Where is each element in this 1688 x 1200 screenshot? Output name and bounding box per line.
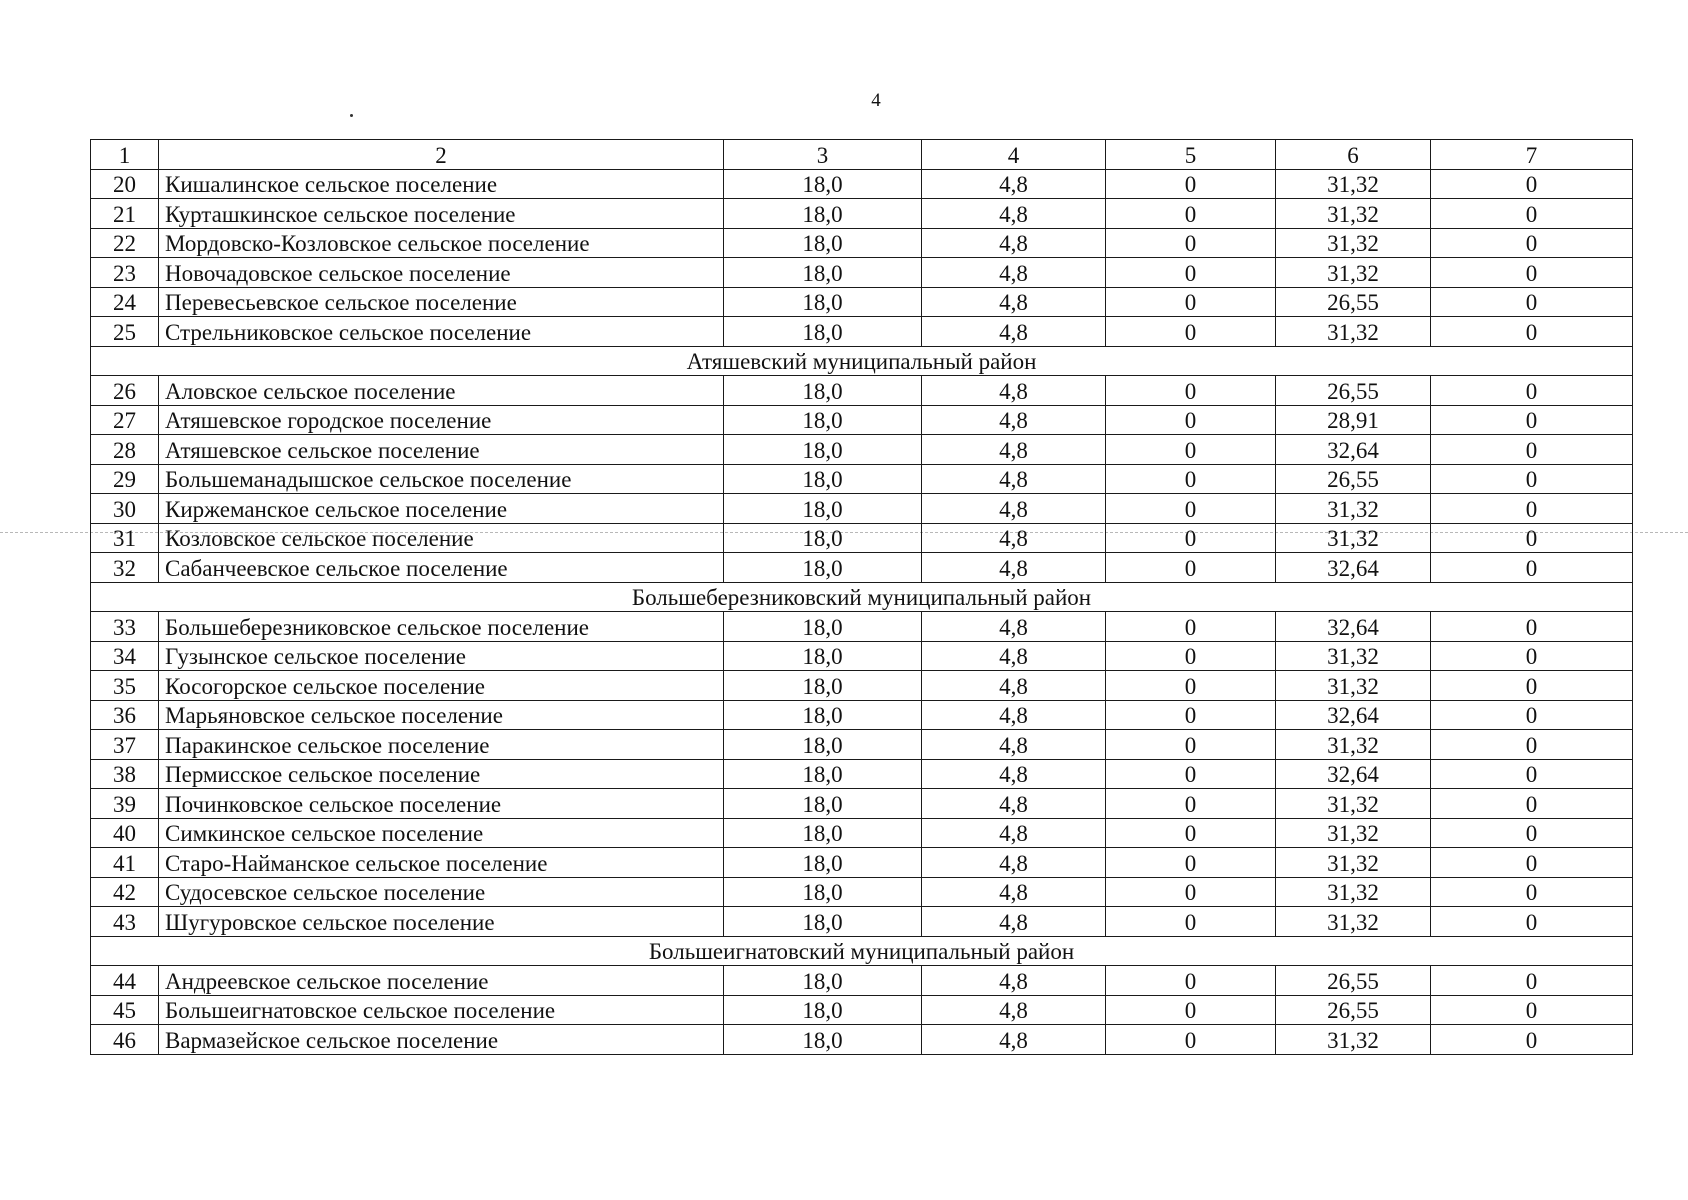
row-number: 20 (91, 169, 159, 199)
row-number: 27 (91, 405, 159, 435)
row-number: 41 (91, 848, 159, 878)
value-col-3: 18,0 (724, 907, 922, 937)
value-col-3: 18,0 (724, 523, 922, 553)
value-col-4: 4,8 (922, 789, 1106, 819)
value-col-4: 4,8 (922, 435, 1106, 465)
table-row (91, 553, 1633, 583)
table-row (91, 1025, 1633, 1055)
value-col-7: 0 (1431, 759, 1633, 789)
settlement-name: Паракинское сельское поселение (159, 730, 724, 760)
value-col-6: 31,32 (1276, 199, 1431, 229)
table-row (91, 730, 1633, 760)
column-header: 4 (922, 140, 1106, 170)
value-col-3: 18,0 (724, 1025, 922, 1055)
value-col-7: 0 (1431, 789, 1633, 819)
value-col-4: 4,8 (922, 641, 1106, 671)
value-col-5: 0 (1106, 907, 1276, 937)
value-col-7: 0 (1431, 612, 1633, 642)
value-col-7: 0 (1431, 671, 1633, 701)
value-col-5: 0 (1106, 199, 1276, 229)
value-col-6: 26,55 (1276, 995, 1431, 1025)
value-col-3: 18,0 (724, 317, 922, 347)
row-number: 30 (91, 494, 159, 524)
settlement-name: Атяшевское сельское поселение (159, 435, 724, 465)
value-col-5: 0 (1106, 287, 1276, 317)
value-col-5: 0 (1106, 789, 1276, 819)
row-number: 28 (91, 435, 159, 465)
row-number: 24 (91, 287, 159, 317)
value-col-5: 0 (1106, 169, 1276, 199)
row-number: 22 (91, 228, 159, 258)
value-col-3: 18,0 (724, 376, 922, 406)
district-section-row (91, 582, 1633, 612)
value-col-3: 18,0 (724, 789, 922, 819)
value-col-5: 0 (1106, 818, 1276, 848)
value-col-7: 0 (1431, 228, 1633, 258)
settlement-name: Курташкинское сельское поселение (159, 199, 724, 229)
value-col-4: 4,8 (922, 287, 1106, 317)
value-col-3: 18,0 (724, 759, 922, 789)
value-col-5: 0 (1106, 966, 1276, 996)
row-number: 37 (91, 730, 159, 760)
settlements-table (90, 139, 1633, 1055)
value-col-7: 0 (1431, 848, 1633, 878)
value-col-6: 32,64 (1276, 435, 1431, 465)
value-col-7: 0 (1431, 405, 1633, 435)
value-col-4: 4,8 (922, 966, 1106, 996)
value-col-4: 4,8 (922, 228, 1106, 258)
value-col-4: 4,8 (922, 405, 1106, 435)
value-col-6: 31,32 (1276, 317, 1431, 347)
value-col-5: 0 (1106, 523, 1276, 553)
value-col-7: 0 (1431, 730, 1633, 760)
value-col-4: 4,8 (922, 818, 1106, 848)
table-row (91, 995, 1633, 1025)
value-col-4: 4,8 (922, 523, 1106, 553)
district-section-row (91, 936, 1633, 966)
column-header: 1 (91, 140, 159, 170)
value-col-7: 0 (1431, 494, 1633, 524)
value-col-3: 18,0 (724, 671, 922, 701)
value-col-6: 31,32 (1276, 907, 1431, 937)
district-name: Большеигнатовский муниципальный район (91, 936, 1633, 966)
table-row (91, 169, 1633, 199)
value-col-7: 0 (1431, 700, 1633, 730)
value-col-6: 31,32 (1276, 169, 1431, 199)
district-name: Атяшевский муниципальный район (91, 346, 1633, 376)
table-row (91, 877, 1633, 907)
district-section-row (91, 346, 1633, 376)
value-col-6: 31,32 (1276, 228, 1431, 258)
settlement-name: Сабанчеевское сельское поселение (159, 553, 724, 583)
settlement-name: Гузынское сельское поселение (159, 641, 724, 671)
table-row (91, 287, 1633, 317)
value-col-5: 0 (1106, 317, 1276, 347)
row-number: 39 (91, 789, 159, 819)
row-number: 21 (91, 199, 159, 229)
value-col-3: 18,0 (724, 641, 922, 671)
settlement-name: Стрельниковское сельское поселение (159, 317, 724, 347)
settlement-name: Старо-Найманское сельское поселение (159, 848, 724, 878)
value-col-3: 18,0 (724, 258, 922, 288)
row-number: 35 (91, 671, 159, 701)
value-col-6: 28,91 (1276, 405, 1431, 435)
table-row (91, 759, 1633, 789)
settlement-name: Большеманадышское сельское поселение (159, 464, 724, 494)
value-col-4: 4,8 (922, 376, 1106, 406)
value-col-5: 0 (1106, 435, 1276, 465)
table-row (91, 612, 1633, 642)
value-col-3: 18,0 (724, 199, 922, 229)
value-col-7: 0 (1431, 287, 1633, 317)
value-col-7: 0 (1431, 877, 1633, 907)
row-number: 33 (91, 612, 159, 642)
column-header: 3 (724, 140, 922, 170)
value-col-4: 4,8 (922, 877, 1106, 907)
value-col-4: 4,8 (922, 1025, 1106, 1055)
table-body (91, 169, 1633, 1054)
value-col-3: 18,0 (724, 287, 922, 317)
value-col-4: 4,8 (922, 671, 1106, 701)
value-col-7: 0 (1431, 1025, 1633, 1055)
value-col-7: 0 (1431, 966, 1633, 996)
value-col-6: 32,64 (1276, 553, 1431, 583)
row-number: 34 (91, 641, 159, 671)
value-col-3: 18,0 (724, 228, 922, 258)
table-row (91, 464, 1633, 494)
column-header: 5 (1106, 140, 1276, 170)
value-col-7: 0 (1431, 169, 1633, 199)
value-col-6: 31,32 (1276, 258, 1431, 288)
value-col-6: 32,64 (1276, 759, 1431, 789)
settlement-name: Починковское сельское поселение (159, 789, 724, 819)
value-col-6: 26,55 (1276, 287, 1431, 317)
value-col-6: 32,64 (1276, 700, 1431, 730)
table-row (91, 435, 1633, 465)
value-col-7: 0 (1431, 435, 1633, 465)
value-col-7: 0 (1431, 907, 1633, 937)
settlement-name: Мордовско-Козловское сельское поселение (159, 228, 724, 258)
value-col-4: 4,8 (922, 995, 1106, 1025)
settlement-name: Симкинское сельское поселение (159, 818, 724, 848)
settlement-name: Кишалинское сельское поселение (159, 169, 724, 199)
value-col-5: 0 (1106, 405, 1276, 435)
value-col-4: 4,8 (922, 848, 1106, 878)
row-number: 45 (91, 995, 159, 1025)
value-col-7: 0 (1431, 199, 1633, 229)
value-col-3: 18,0 (724, 494, 922, 524)
value-col-7: 0 (1431, 258, 1633, 288)
settlement-name: Киржеманское сельское поселение (159, 494, 724, 524)
value-col-3: 18,0 (724, 995, 922, 1025)
value-col-6: 32,64 (1276, 612, 1431, 642)
settlement-name: Андреевское сельское поселение (159, 966, 724, 996)
row-number: 44 (91, 966, 159, 996)
settlement-name: Атяшевское городское поселение (159, 405, 724, 435)
settlement-name: Новочадовское сельское поселение (159, 258, 724, 288)
settlement-name: Судосевское сельское поселение (159, 877, 724, 907)
value-col-3: 18,0 (724, 877, 922, 907)
row-number: 29 (91, 464, 159, 494)
settlement-name: Большеигнатовское сельское поселение (159, 995, 724, 1025)
value-col-7: 0 (1431, 818, 1633, 848)
value-col-4: 4,8 (922, 258, 1106, 288)
value-col-7: 0 (1431, 317, 1633, 347)
value-col-6: 26,55 (1276, 376, 1431, 406)
value-col-4: 4,8 (922, 730, 1106, 760)
value-col-6: 31,32 (1276, 877, 1431, 907)
settlement-name: Марьяновское сельское поселение (159, 700, 724, 730)
district-name: Большеберезниковский муниципальный район (91, 582, 1633, 612)
value-col-4: 4,8 (922, 317, 1106, 347)
value-col-5: 0 (1106, 494, 1276, 524)
value-col-6: 31,32 (1276, 671, 1431, 701)
value-col-5: 0 (1106, 1025, 1276, 1055)
table-row (91, 405, 1633, 435)
value-col-4: 4,8 (922, 612, 1106, 642)
settlement-name: Косогорское сельское поселение (159, 671, 724, 701)
value-col-7: 0 (1431, 995, 1633, 1025)
value-col-3: 18,0 (724, 553, 922, 583)
page-number: 4 (871, 90, 881, 111)
value-col-7: 0 (1431, 376, 1633, 406)
value-col-3: 18,0 (724, 818, 922, 848)
table-row (91, 199, 1633, 229)
table-row (91, 494, 1633, 524)
value-col-7: 0 (1431, 641, 1633, 671)
row-number: 23 (91, 258, 159, 288)
row-number: 36 (91, 700, 159, 730)
row-number: 31 (91, 523, 159, 553)
value-col-5: 0 (1106, 228, 1276, 258)
settlement-name: Большеберезниковское сельское поселение (159, 612, 724, 642)
row-number: 46 (91, 1025, 159, 1055)
value-col-7: 0 (1431, 523, 1633, 553)
value-col-5: 0 (1106, 700, 1276, 730)
column-number-header-row (91, 140, 1633, 170)
value-col-5: 0 (1106, 612, 1276, 642)
value-col-5: 0 (1106, 376, 1276, 406)
value-col-6: 31,32 (1276, 789, 1431, 819)
settlement-name: Перевесьевское сельское поселение (159, 287, 724, 317)
value-col-6: 31,32 (1276, 494, 1431, 524)
column-header: 2 (159, 140, 724, 170)
value-col-6: 26,55 (1276, 464, 1431, 494)
table-row (91, 523, 1633, 553)
table-row (91, 258, 1633, 288)
settlement-name: Пермисское сельское поселение (159, 759, 724, 789)
value-col-3: 18,0 (724, 464, 922, 494)
value-col-4: 4,8 (922, 907, 1106, 937)
value-col-4: 4,8 (922, 464, 1106, 494)
value-col-6: 26,55 (1276, 966, 1431, 996)
value-col-3: 18,0 (724, 435, 922, 465)
value-col-4: 4,8 (922, 199, 1106, 229)
table-row (91, 641, 1633, 671)
table-row (91, 317, 1633, 347)
value-col-4: 4,8 (922, 700, 1106, 730)
value-col-5: 0 (1106, 759, 1276, 789)
value-col-6: 31,32 (1276, 730, 1431, 760)
value-col-3: 18,0 (724, 966, 922, 996)
value-col-6: 31,32 (1276, 848, 1431, 878)
value-col-6: 31,32 (1276, 523, 1431, 553)
row-number: 43 (91, 907, 159, 937)
table-row (91, 966, 1633, 996)
value-col-3: 18,0 (724, 848, 922, 878)
scan-speck (350, 114, 353, 117)
value-col-4: 4,8 (922, 759, 1106, 789)
table-row (91, 789, 1633, 819)
table-row (91, 848, 1633, 878)
value-col-5: 0 (1106, 641, 1276, 671)
value-col-5: 0 (1106, 464, 1276, 494)
value-col-5: 0 (1106, 877, 1276, 907)
settlement-name: Аловское сельское поселение (159, 376, 724, 406)
value-col-6: 31,32 (1276, 641, 1431, 671)
value-col-3: 18,0 (724, 730, 922, 760)
column-header: 7 (1431, 140, 1633, 170)
value-col-5: 0 (1106, 671, 1276, 701)
value-col-5: 0 (1106, 258, 1276, 288)
row-number: 42 (91, 877, 159, 907)
value-col-3: 18,0 (724, 405, 922, 435)
table-row (91, 671, 1633, 701)
row-number: 25 (91, 317, 159, 347)
value-col-7: 0 (1431, 553, 1633, 583)
row-number: 32 (91, 553, 159, 583)
table-row (91, 907, 1633, 937)
value-col-4: 4,8 (922, 169, 1106, 199)
table-row (91, 376, 1633, 406)
value-col-3: 18,0 (724, 612, 922, 642)
row-number: 40 (91, 818, 159, 848)
column-header: 6 (1276, 140, 1431, 170)
value-col-5: 0 (1106, 553, 1276, 583)
value-col-7: 0 (1431, 464, 1633, 494)
value-col-5: 0 (1106, 995, 1276, 1025)
table-row (91, 818, 1633, 848)
value-col-6: 31,32 (1276, 818, 1431, 848)
value-col-5: 0 (1106, 848, 1276, 878)
value-col-3: 18,0 (724, 700, 922, 730)
settlement-name: Шугуровское сельское поселение (159, 907, 724, 937)
value-col-3: 18,0 (724, 169, 922, 199)
value-col-5: 0 (1106, 730, 1276, 760)
value-col-4: 4,8 (922, 494, 1106, 524)
table-row (91, 700, 1633, 730)
settlement-name: Вармазейское сельское поселение (159, 1025, 724, 1055)
row-number: 38 (91, 759, 159, 789)
row-number: 26 (91, 376, 159, 406)
value-col-6: 31,32 (1276, 1025, 1431, 1055)
settlement-name: Козловское сельское поселение (159, 523, 724, 553)
table-row (91, 228, 1633, 258)
value-col-4: 4,8 (922, 553, 1106, 583)
